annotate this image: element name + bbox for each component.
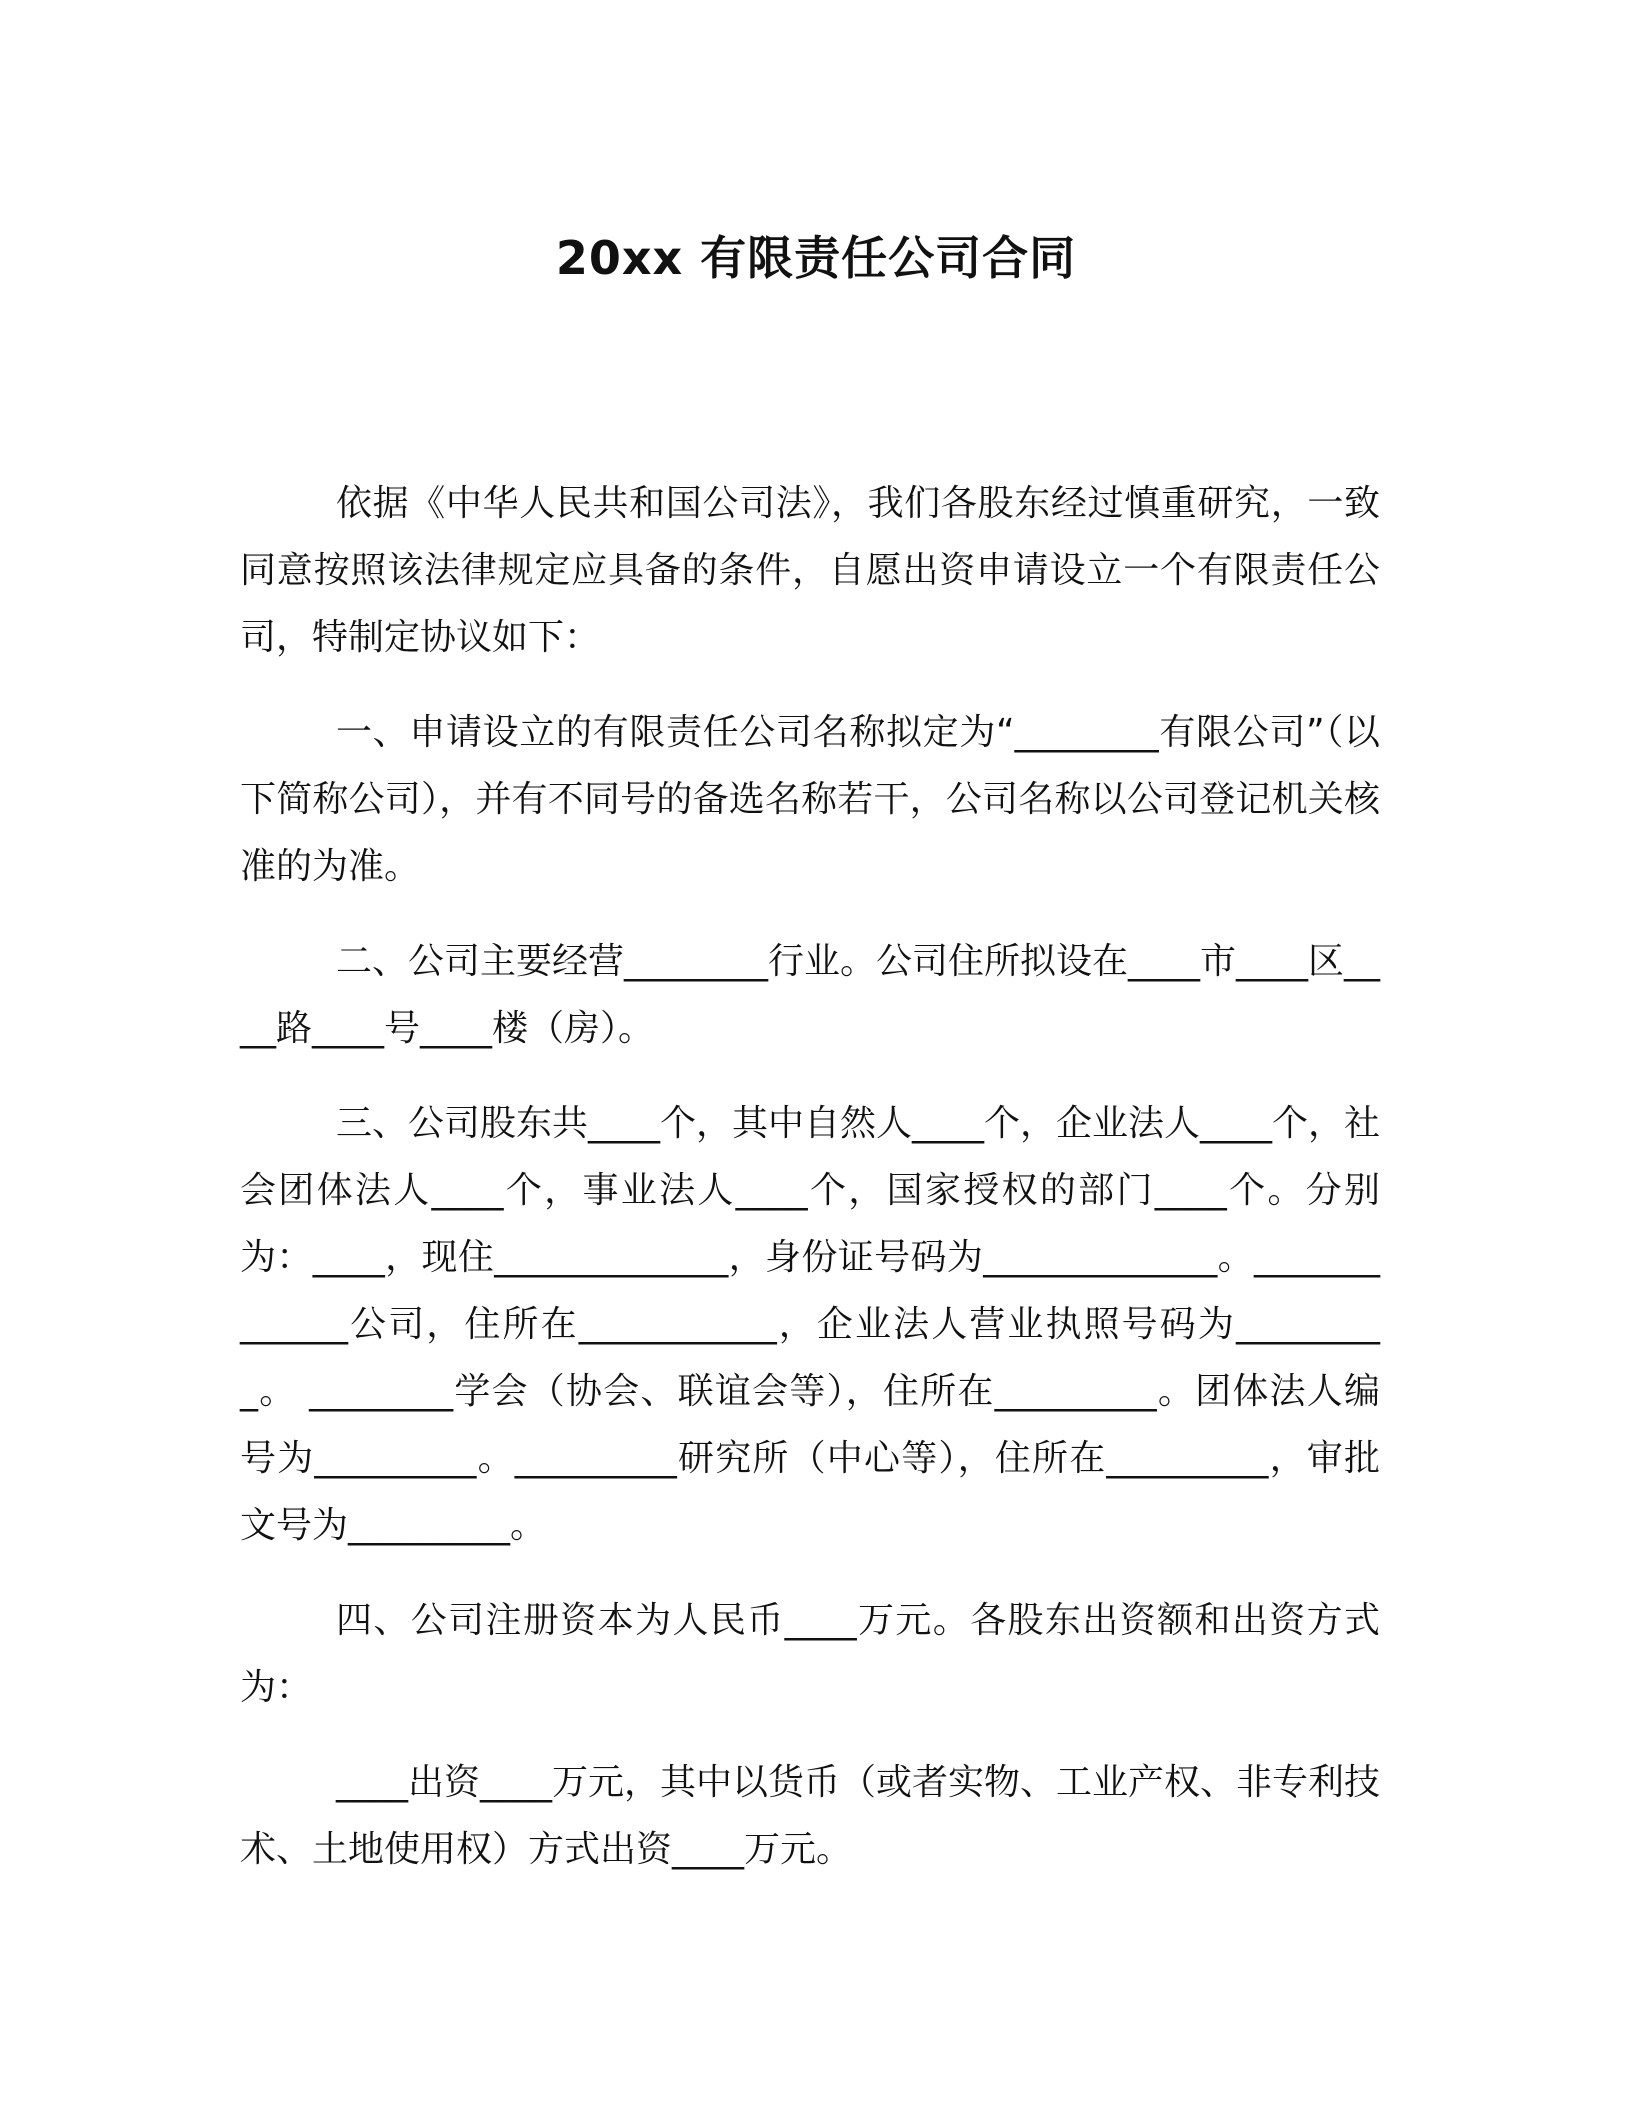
clause-1-company-name: 一、申请设立的有限责任公司名称拟定为“________有限公司”（以下简称公司），并有不同号的备选名称若干，公司名称以公司登记机关核准的为准。 xyxy=(240,712,1380,887)
preamble-paragraph: 依据《中华人民共和国公司法》，我们各股东经过慎重研究，一致同意按照该法律规定应具备的条件，自愿出资申请设立一个有限责任公司，特制定协议如下： xyxy=(240,483,1380,658)
clause-3-shareholders: 三、公司股东共____个，其中自然人____个，企业法人____个，社会团体法人____个，事业法人____个，国家授权的部门____个。分别为：____，现住_____________，身份证号码为_____________。_____________公司，住所在___________，企业法人营业执照号码为_________。 ________学会（协会、联谊会等），住所在_________。团体法人编号为_________。_________研究所（中心等），住所在_________，审批文号为_________。 xyxy=(240,1103,1381,1546)
capital-contribution-paragraph: ____出资____万元，其中以货币（或者实物、工业产权、非专利技术、土地使用权）方式出资____万元。 xyxy=(240,1762,1381,1870)
clause-4-registered-capital: 四、公司注册资本为人民币____万元。各股东出资额和出资方式为： xyxy=(240,1600,1380,1708)
document-body xyxy=(240,470,1380,1911)
document-title: 20xx 有限责任公司合同 xyxy=(555,231,1077,285)
clause-2-business-address: 二、公司主要经营________行业。公司住所拟设在____市____区____路____号____楼（房）。 xyxy=(240,941,1381,1049)
